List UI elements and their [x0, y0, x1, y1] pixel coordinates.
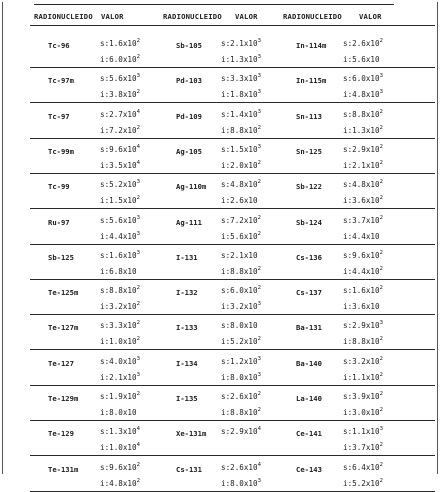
exponent: 3 [379, 426, 383, 433]
exponent: 3 [379, 320, 383, 327]
value-i: $i:8.8x10^2$ [221, 265, 261, 276]
exponent: 2 [136, 336, 140, 343]
value-s: $s:3.2x10^2$ [343, 355, 383, 366]
exponent: 3 [257, 108, 261, 115]
exponent: 4 [136, 159, 140, 166]
value-s: $s:2.6x10^4$ [221, 461, 261, 472]
row-divider [30, 173, 435, 174]
nuclide-name: Sb-105 [176, 41, 202, 50]
nuclide-value [343, 283, 383, 315]
nuclide-name: Cs-136 [296, 252, 322, 262]
exponent: 2 [136, 461, 140, 468]
exponent: 2 [136, 38, 140, 44]
nuclide-value [221, 107, 261, 139]
column-header-nuclide: RADIONUCLEIDO [283, 12, 342, 21]
exponent: 2 [379, 214, 383, 221]
nuclide-value [100, 107, 140, 139]
exponent: 2 [257, 179, 261, 186]
row-divider [30, 244, 435, 245]
value-i: $i:3.6x10^2$ [343, 195, 383, 206]
value-s: $s:3.3x10^3$ [221, 73, 261, 84]
value-i: i:4.4x10 [343, 231, 380, 241]
exponent: 2 [257, 336, 261, 343]
nuclide-value [100, 248, 140, 280]
nuclide-name: Ag-105 [176, 146, 202, 156]
nuclide-name: Te-127 [48, 358, 74, 368]
nuclide-value [343, 389, 383, 421]
nuclide-name: Te-129m [48, 394, 79, 403]
value-s: $s:4.0x10^3$ [100, 355, 140, 366]
exponent: 3 [379, 73, 383, 80]
exponent: 4 [136, 143, 140, 150]
nuclide-name: I-133 [176, 323, 198, 333]
nuclide-value [343, 36, 383, 68]
exponent: 2 [379, 108, 383, 115]
value-i: $i:1.1x10^2$ [343, 371, 383, 382]
value-s: $s:6.4x10^2$ [343, 461, 383, 472]
exponent: 4 [136, 442, 140, 449]
nuclide-value [100, 318, 140, 350]
value-i: $i:1.8x10^3$ [221, 89, 261, 100]
exponent: 2 [379, 124, 383, 131]
nuclide-name: Sb-122 [296, 182, 322, 192]
exponent: 2 [257, 230, 261, 237]
exponent: 3 [257, 89, 261, 96]
value-s: $s:9.6x10^4$ [100, 143, 140, 154]
value-s: $s:3.3x10^2$ [100, 320, 140, 331]
exponent: 2 [136, 89, 140, 96]
row-divider [30, 455, 435, 456]
value-i: i:2.6x10 [221, 196, 258, 206]
exponent: 2 [136, 54, 140, 60]
nuclide-value [100, 213, 140, 245]
exponent: 2 [379, 461, 383, 468]
nuclide-name: I-131 [176, 252, 198, 262]
nuclide-name: Pd-109 [176, 111, 202, 121]
nuclide-value [100, 424, 140, 456]
value-s: $s:1.4x10^3$ [221, 108, 261, 119]
nuclide-name: Tc-97m [48, 76, 74, 86]
nuclide-name: Tc-99m [48, 146, 74, 156]
value-i: $i:6.0x10^2$ [100, 54, 140, 64]
value-s: $s:7.2x10^2$ [221, 214, 261, 225]
row-divider [30, 102, 435, 103]
value-s: $s:2.1x10^3$ [221, 38, 261, 48]
value-s: $s:6.0x10^3$ [343, 73, 383, 84]
value-s: $s:6.0x10^2$ [221, 285, 261, 296]
exponent: 4 [257, 461, 261, 468]
nuclide-value [221, 389, 261, 421]
value-i: $i:3.2x10^3$ [221, 301, 261, 312]
exponent: 2 [379, 371, 383, 378]
nuclide-value [221, 354, 261, 386]
exponent: 2 [136, 124, 140, 131]
column-header-nuclide: RADIONUCLEIDO [34, 12, 93, 21]
value-s: $s:1.1x10^3$ [343, 426, 383, 437]
value-i: $i:4.8x10^3$ [343, 89, 383, 100]
value-s: $s:4.8x10^2$ [343, 179, 383, 190]
nuclide-name: Ba-140 [296, 358, 322, 368]
nuclide-value [221, 283, 261, 315]
exponent: 3 [257, 38, 261, 44]
value-i: $i:1.3x10^3$ [221, 54, 261, 64]
nuclide-value [221, 424, 261, 440]
column-header-nuclide: RADIONUCLEIDO [163, 12, 222, 21]
value-s: $s:1.2x10^3$ [221, 355, 261, 366]
exponent: 3 [257, 54, 261, 60]
exponent: 2 [136, 301, 140, 308]
exponent: 4 [257, 426, 261, 433]
value-s: $s:4.8x10^2$ [221, 179, 261, 190]
nuclide-name: Ag-111 [176, 217, 202, 227]
nuclide-value [343, 354, 383, 386]
exponent: 2 [257, 214, 261, 221]
value-s: $s:1.9x10^2$ [100, 391, 140, 401]
value-s: $s:3.7x10^2$ [343, 214, 383, 225]
row-divider [30, 208, 435, 209]
exponent: 3 [257, 301, 261, 308]
value-i: $i:1.3x10^2$ [343, 124, 383, 135]
nuclide-value [100, 71, 140, 103]
value-i: $i:8.8x10^2$ [343, 336, 383, 347]
nuclide-name: In-114m [296, 41, 327, 50]
column-header-value: VALOR [235, 12, 258, 21]
nuclide-value [221, 142, 261, 174]
exponent: 2 [379, 249, 383, 256]
exponent: 2 [379, 159, 383, 166]
value-s: $s:2.6x10^2$ [343, 38, 383, 48]
nuclide-name: Sn-113 [296, 111, 322, 121]
nuclide-value [221, 318, 261, 350]
nuclide-value [343, 460, 383, 492]
nuclide-name: Cs-137 [296, 288, 322, 298]
nuclide-value [343, 142, 383, 174]
nuclide-name: Pd-103 [176, 76, 202, 86]
nuclide-value [343, 318, 383, 350]
exponent: 2 [257, 124, 261, 131]
value-i: $i:8.0x10^3$ [221, 371, 261, 382]
exponent: 2 [379, 195, 383, 202]
value-i: $i:3.0x10^2$ [343, 407, 383, 417]
nuclide-name: Ce-141 [296, 429, 322, 439]
exponent: 3 [257, 73, 261, 80]
nuclide-value [100, 177, 140, 209]
value-s: $s:1.6x10^2$ [100, 38, 140, 48]
nuclide-name: I-132 [176, 288, 198, 298]
value-i: $i:1.5x10^2$ [100, 195, 140, 206]
nuclide-value [343, 71, 383, 103]
row-divider [30, 138, 435, 139]
value-i: $i:2.1x10^2$ [343, 159, 383, 170]
value-s: $s:1.6x10^2$ [343, 285, 383, 296]
nuclide-value [221, 213, 261, 245]
value-s: $s:2.9x10^4$ [221, 426, 261, 437]
exponent: 2 [257, 391, 261, 397]
exponent: 3 [136, 249, 140, 256]
value-i: i:5.6x10 [343, 55, 380, 64]
nuclide-value [100, 389, 140, 421]
value-i: $i:1.0x10^4$ [100, 442, 140, 453]
row-divider [30, 491, 435, 492]
value-i: $i:3.5x10^4$ [100, 159, 140, 170]
nuclide-name: Te-131m [48, 464, 79, 474]
left-border [2, 2, 3, 474]
nuclide-value [221, 177, 261, 209]
exponent: 2 [257, 159, 261, 166]
nuclide-name: Xe-131m [176, 429, 207, 439]
exponent: 2 [257, 407, 261, 413]
nuclide-name: Sn-125 [296, 146, 322, 156]
nuclide-value [221, 460, 261, 492]
value-s: $s:8.8x10^2$ [343, 108, 383, 119]
value-s: $s:9.6x10^2$ [343, 249, 383, 260]
exponent: 2 [136, 285, 140, 292]
nuclide-name: Te-125m [48, 288, 79, 298]
exponent: 2 [379, 143, 383, 150]
value-i: $i:1.0x10^2$ [100, 336, 140, 347]
exponent: 3 [257, 143, 261, 150]
nuclide-name: Tc-99 [48, 182, 70, 192]
nuclide-name: Ag-110m [176, 182, 207, 192]
row-divider [30, 349, 435, 350]
value-s: $s:1.5x10^3$ [221, 143, 261, 154]
row-divider [30, 420, 435, 421]
value-i: $i:4.8x10^2$ [100, 477, 140, 488]
row-divider [30, 314, 435, 315]
value-i: $i:4.4x10^3$ [100, 230, 140, 241]
nuclide-name: Te-129 [48, 429, 74, 439]
exponent: 3 [257, 371, 261, 378]
value-i: $i:8.8x10^2$ [221, 124, 261, 135]
nuclide-name: Ru-97 [48, 217, 70, 227]
value-i: $i:3.2x10^2$ [100, 301, 140, 312]
value-s: $s:2.6x10^2$ [221, 391, 261, 401]
nuclide-value [100, 354, 140, 386]
exponent: 3 [136, 73, 140, 80]
exponent: 2 [136, 477, 140, 484]
value-s: $s:2.7x10^4$ [100, 108, 140, 119]
value-i: $i:5.2x10^2$ [221, 336, 261, 347]
nuclide-name: Ba-131 [296, 323, 322, 333]
value-i: $i:3.7x10^2$ [343, 442, 383, 453]
value-s: $s:5.2x10^3$ [100, 179, 140, 190]
nuclide-value [221, 36, 261, 68]
exponent: 2 [379, 285, 383, 292]
value-s: $s:5.6x10^3$ [100, 214, 140, 225]
value-i: $i:8.8x10^2$ [221, 407, 261, 417]
value-i: $i:2.1x10^3$ [100, 371, 140, 382]
exponent: 3 [136, 371, 140, 378]
value-s: $s:3.9x10^2$ [343, 391, 383, 401]
nuclide-name: I-134 [176, 358, 198, 368]
exponent: 2 [136, 391, 140, 397]
exponent: 2 [257, 265, 261, 272]
row-divider [30, 67, 435, 68]
exponent: 2 [136, 195, 140, 202]
exponent: 2 [379, 407, 383, 413]
nuclide-name: La-140 [296, 394, 322, 403]
exponent: 2 [379, 265, 383, 272]
nuclide-value [221, 248, 261, 280]
nuclide-name: I-135 [176, 394, 198, 403]
nuclide-value [221, 71, 261, 103]
nuclide-value [343, 177, 383, 209]
header-rule [30, 25, 435, 26]
exponent: 2 [136, 320, 140, 327]
exponent: 2 [379, 355, 383, 362]
value-i: $i:4.4x10^2$ [343, 265, 383, 276]
row-divider [30, 279, 435, 280]
nuclide-value [100, 36, 140, 68]
value-s: $s:5.6x10^3$ [100, 73, 140, 84]
value-i: $i:2.0x10^2$ [221, 159, 261, 170]
exponent: 2 [379, 38, 383, 44]
value-s: s:2.1x10 [221, 250, 258, 260]
value-s: s:8.0x10 [221, 321, 258, 331]
exponent: 4 [136, 108, 140, 115]
exponent: 3 [136, 230, 140, 237]
exponent: 3 [257, 477, 261, 484]
value-s: $s:8.8x10^2$ [100, 285, 140, 296]
nuclide-value [100, 142, 140, 174]
exponent: 3 [257, 355, 261, 362]
nuclide-value [100, 283, 140, 315]
value-i: i:8.0x10 [100, 408, 137, 417]
value-s: $s:1.3x10^4$ [100, 426, 140, 437]
nuclide-name: Sb-124 [296, 217, 322, 227]
value-i: i:3.6x10 [343, 302, 380, 312]
right-border [437, 2, 438, 474]
exponent: 3 [136, 355, 140, 362]
value-s: $s:2.9x10^2$ [343, 143, 383, 154]
value-i: $i:5.2x10^2$ [343, 477, 383, 488]
exponent: 2 [379, 391, 383, 397]
nuclide-value [100, 460, 140, 492]
exponent: 2 [379, 442, 383, 449]
column-header-value: VALOR [101, 12, 124, 21]
top-rule [34, 4, 394, 5]
exponent: 3 [379, 89, 383, 96]
exponent: 2 [379, 336, 383, 343]
nuclide-value [343, 107, 383, 139]
nuclide-name: Tc-96 [48, 41, 70, 50]
row-divider [30, 385, 435, 386]
nuclide-name: Te-127m [48, 323, 79, 333]
value-i: $i:3.8x10^2$ [100, 89, 140, 100]
nuclide-value [343, 424, 383, 456]
exponent: 2 [379, 477, 383, 484]
exponent: 2 [257, 285, 261, 292]
nuclide-value [343, 248, 383, 280]
value-i: $i:8.0x10^3$ [221, 477, 261, 488]
nuclide-name: Sb-125 [48, 252, 74, 262]
exponent: 2 [379, 179, 383, 186]
nuclide-name: Ce-143 [296, 464, 322, 474]
exponent: 4 [136, 426, 140, 433]
value-s: $s:1.6x10^3$ [100, 249, 140, 260]
nuclide-name: In-115m [296, 76, 327, 86]
nuclide-name: Cs-131 [176, 464, 202, 474]
exponent: 3 [136, 179, 140, 186]
value-s: $s:9.6x10^2$ [100, 461, 140, 472]
value-i: $i:7.2x10^2$ [100, 124, 140, 135]
value-s: $s:2.9x10^3$ [343, 320, 383, 331]
nuclide-value [343, 213, 383, 245]
nuclide-name: Tc-97 [48, 111, 70, 121]
value-i: i:6.8x10 [100, 266, 137, 276]
column-header-value: VALOR [359, 12, 382, 21]
value-i: $i:5.6x10^2$ [221, 230, 261, 241]
exponent: 3 [136, 214, 140, 221]
